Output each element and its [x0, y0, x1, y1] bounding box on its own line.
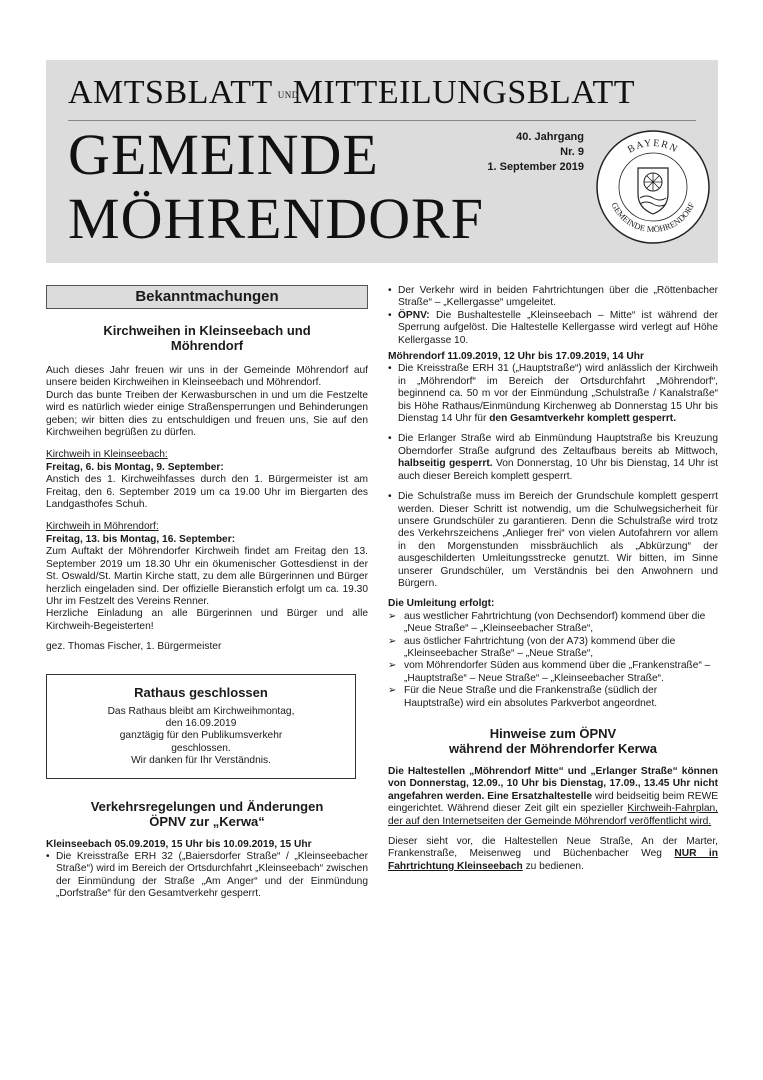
closure-emphasis: den Gesamtverkehr komplett gesperrt. — [489, 413, 677, 425]
kleinseebach-dates: Freitag, 6. bis Montag, 9. September: — [46, 461, 224, 473]
detour-item: ➢ vom Möhrendorfer Süden aus kommend über die „Frankenstraße“ – „Hauptstraße“ – Neue Straße“ – „Kleinseebacher Straße“. — [388, 660, 718, 685]
opnv-heading-line2: während der Möhrendorfer Kerwa — [448, 741, 658, 756]
list-item — [388, 363, 718, 425]
kleinseebach-closure-list — [46, 851, 368, 901]
left-column — [46, 285, 368, 901]
closure-text: Von Donnerstag, 10 Uhr bis Dienstag, 14 Uhr ist auch dieser Bereich komplett gesperrt. — [398, 458, 718, 482]
list-item — [388, 310, 718, 347]
rathaus-heading: Rathaus geschlossen — [134, 684, 268, 700]
title-amtsblatt: AMTSBLATT — [68, 74, 273, 111]
list-item: • Die Kreisstraße ERH 32 („Baiersdorfer Straße“ / „Kleinseebacher Straße“) wird im Bereich der Ortsdurchfahrt „Kleinseebach“ zwischen der Einmündung der Straße „Am Anger“ und der Einmündung „Dorfstraße“ für den Gesamtverkehr gesperrt. — [46, 851, 368, 901]
title-und: UND — [277, 89, 299, 100]
opnv-paragraph-2 — [388, 836, 718, 873]
municipality-name-line2: MÖHRENDORF — [68, 186, 485, 251]
masthead-title — [68, 74, 635, 112]
opnv-notice-text: wird beidseitig beim REWE eingerichtet. Während dieser Zeit gilt ein spezieller — [388, 790, 718, 815]
kirchweih-heading-line1: Kirchweihen in Kleinseebach und — [103, 323, 311, 338]
issue-date: 1. September 2019 — [487, 161, 584, 173]
kleinseebach-closure-period: Kleinseebach 05.09.2019, 15 Uhr bis 10.09.2019, 15 Uhr — [46, 838, 312, 850]
closure-emphasis: halbseitig gesperrt. — [398, 458, 493, 470]
opnv-notice-bold: Die Haltestellen „Möhrendorf Mitte“ und „Erlanger Straße“ können von Donnerstag, 12.09., 10 Uhr bis Dienstag, 17.09., 13.45 Uhr nicht angefahren werden. Eine Ersatzhaltestelle — [388, 766, 718, 802]
rathaus-line2: den 16.09.2019 — [165, 717, 237, 729]
verkehr-heading-line2: ÖPNV zur „Kerwa“ — [149, 813, 265, 829]
right-column — [388, 285, 718, 873]
mayor-signature: gez. Thomas Fischer, 1. Bürgermeister — [46, 641, 222, 653]
kirchweih-invitation: Herzliche Einladung an alle Bürgerinnen und Bürger und alle Kirchweih-Begeisterten! — [46, 608, 368, 632]
kirchweih-intro-2: Durch das bunte Treiben der Kerwasburschen in und um die Festzelte wird es natürlich wieder einige Straßensperrungen und Behinderungen geben; wir bitten dies zu entschuldigen und freuen uns, Sie auf den Kirchweihen begrüßen zu dürfen. — [46, 389, 368, 439]
issue-info — [474, 130, 584, 175]
opnv-label: ÖPNV: — [398, 309, 430, 321]
opnv-paragraph-1 — [388, 766, 718, 828]
rathaus-notice-box — [46, 674, 356, 779]
closure-text: Die Erlanger Straße wird ab Einmündung Hauptstraße bis Kreuzung Oberndorfer Straße aufgrund des Zeltaufbaus bereits ab Mittwoch, — [398, 433, 718, 457]
opnv-direction-emphasis: NUR in Fahrtrichtung Kleinseebach — [388, 848, 718, 872]
kleinseebach-text: Anstich des 1. Kirchweihfasses durch den 1. Bürgermeister ist am Freitag, den 6. September 2019 um ca 19.00 Uhr im Biergarten des Landgasthofes Schuh. — [46, 474, 368, 511]
opnv-stops-text-end: zu bedienen. — [525, 860, 584, 872]
timetable-link[interactable]: Kirchweih-Fahrplan, der auf den Internetseiten der Gemeinde Möhrendorf veröffentlicht wird. — [388, 803, 718, 827]
section-title: Bekanntmachungen — [46, 285, 368, 309]
masthead-divider — [68, 120, 696, 121]
rathaus-line1: Das Rathaus bleibt am Kirchweihmontag, — [107, 705, 295, 717]
opnv-text: Die Bushaltestelle „Kleinseebach – Mitte“ ist während der Sperrung aufgelöst. Die Haltestelle Kellergasse wird verlegt auf Höhe Kellergasse 10. — [398, 309, 718, 346]
detour-label: Die Umleitung erfolgt: — [388, 598, 495, 610]
list-item: • Die Schulstraße muss im Bereich der Grundschule komplett gesperrt werden. Dieser Schritt ist notwendig, um die Schulwegsicherheit für unsere Grundschüler zu garantieren. Denn die Schulstraße wird trotz des Verkehrszeichens „Anlieger frei“ von vielen Autofahrern vor allem in den Morgenstunden missbräuchlich als „Abkürzung“ der ausgeschilderten Umleitungsstrecke genutzt. Wir bitten, im Sinne unserer Grundschüler, um Verständnis bei den Anwohnern und Bürgern. — [388, 491, 718, 590]
detour-item: ➢ aus westlicher Fahrtrichtung (von Dechsendorf) kommend über die „Neue Straße“ – „Kleinseebacher Straße“, — [388, 611, 718, 636]
rathaus-line3: ganztägig für den Publikumsverkehr — [119, 730, 283, 742]
svg-text:GEMEINDE MÖHRENDORF: GEMEINDE MÖHRENDORF — [609, 200, 697, 235]
opnv-heading-line1: Hinweise zum ÖPNV — [489, 726, 617, 741]
kleinseebach-closure-list-cont — [388, 285, 718, 347]
rathaus-line4: geschlossen. — [171, 742, 231, 754]
issue-volume: 40. Jahrgang — [516, 131, 584, 143]
list-item: • Der Verkehr wird in beiden Fahrtrichtungen über die „Röttenbacher Straße“ – „Kellergasse“ umgeleitet. — [388, 285, 718, 310]
svg-text:BAYERN: BAYERN — [625, 137, 681, 156]
title-mitteilungsblatt: MITTEILUNGSBLATT — [292, 74, 636, 111]
rathaus-line5: Wir danken für Ihr Verständnis. — [131, 755, 271, 767]
kleinseebach-label: Kirchweih in Kleinseebach: — [46, 449, 168, 461]
kirchweih-intro-1: Auch dieses Jahr freuen wir uns in der Gemeinde Möhrendorf auf unsere beiden Kirchweihen in Kleinseebach und Möhrendorf. — [46, 365, 368, 389]
moehrendorf-text: Zum Auftakt der Möhrendorfer Kirchweih findet am Freitag den 13. September 2019 um 18.30 Uhr ein ökumenischer Gottesdienst in der St. Oswald/St. Martin Kirche statt, zu dem alle Bürgerinnen und Bürger herzlich eingeladen sind. Der offizielle Bieranstich erfolgt um ca. 19.30 Uhr im Festzelt des Vereins Renner. — [46, 546, 368, 607]
verkehr-heading-line1: Verkehrsregelungen und Änderungen — [90, 798, 324, 814]
moehrendorf-label: Kirchweih in Möhrendorf: — [46, 521, 159, 533]
opnv-stops-text: Dieser sieht vor, die Haltestellen Neue Straße, An der Marter, Frankenstraße, Meisenweg und Büchenbacher Weg — [388, 836, 718, 860]
municipality-name-line1: GEMEINDE — [68, 122, 379, 187]
detour-item: ➢ aus östlicher Fahrtrichtung (von der A73) kommend über die „Kleinseebacher Straße“ – „Neue Straße“, — [388, 636, 718, 661]
list-item — [388, 433, 718, 483]
detour-list — [388, 611, 718, 710]
masthead — [46, 60, 718, 263]
municipal-seal-icon — [594, 128, 712, 246]
moehrendorf-closure-period: Möhrendorf 11.09.2019, 12 Uhr bis 17.09.2019, 14 Uhr — [388, 351, 644, 363]
moehrendorf-dates: Freitag, 13. bis Montag, 16. September: — [46, 533, 236, 545]
issue-number: Nr. 9 — [560, 146, 584, 158]
detour-item: ➢ Für die Neue Straße und die Frankenstraße (südlich der Hauptstraße) wird ein absolutes Parkverbot angeordnet. — [388, 685, 718, 710]
moehrendorf-closure-list — [388, 363, 718, 590]
kirchweih-heading-line2: Möhrendorf — [170, 338, 244, 353]
closure-text: Die Kreisstraße ERH 31 („Hauptstraße“) wird anlässlich der Kirchweih in „Möhrendorf“ im Bereich der Ortsdurchfahrt „Möhrendorf“, beginnend ca. 50 m vor der Einmündung „Schulstraße / Kanalstraße“ bis Höhe Rathaus/Einmündung Kirchenweg ab Donnerstag 15 Uhr bis Dienstag 14 Uhr für — [398, 363, 718, 425]
